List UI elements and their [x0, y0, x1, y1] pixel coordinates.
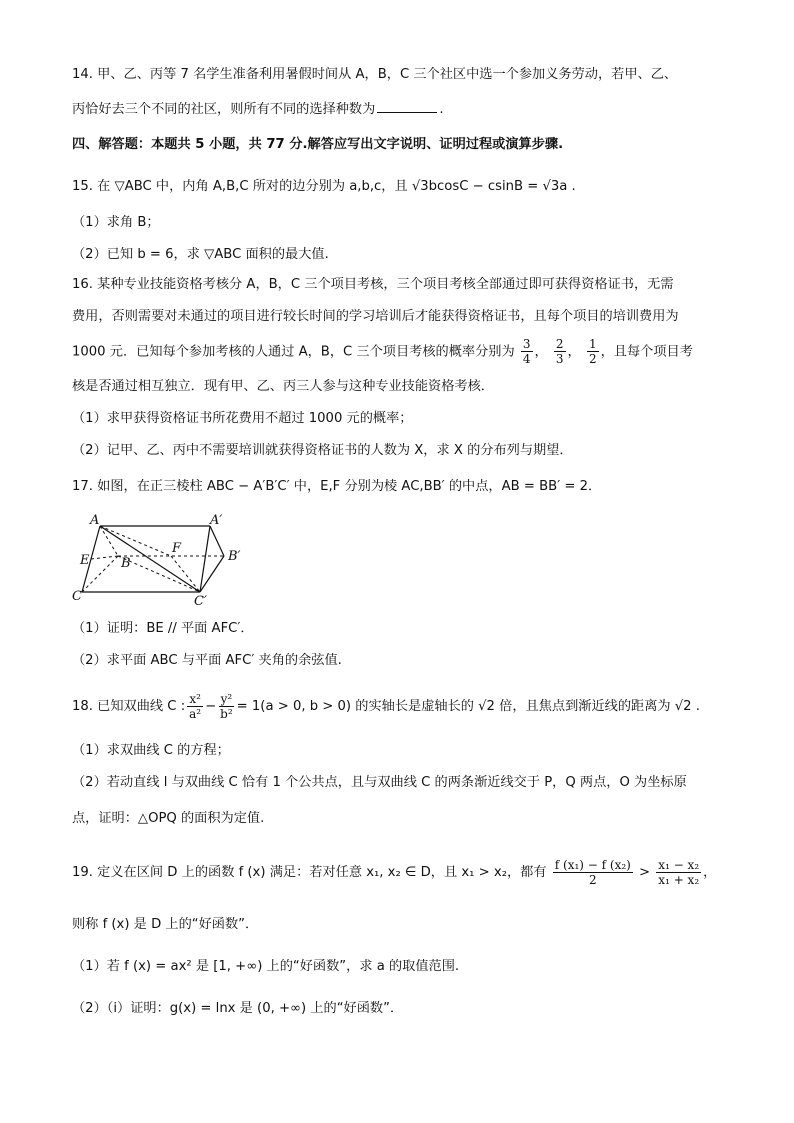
answer-blank [377, 100, 437, 113]
q16-line3-end: ，且每个项目考 [600, 344, 693, 360]
label-a: A [90, 513, 100, 528]
label-c: C [72, 589, 82, 604]
prob-b-num: 2 [555, 337, 564, 351]
q14-line2-text: 丙恰好去三个不同的社区，则所有不同的选择种数为 [72, 102, 376, 117]
q14-line1: 14. 甲、乙、丙等 7 名学生准备利用暑假时间从 A，B，C 三个社区中选一个参加义务劳动，若甲、乙、 [72, 67, 678, 82]
label-e: E [80, 553, 90, 568]
q17-stem: 17. 如图，在正三棱柱 ABC − A′B′C′ 中，E,F 分别为棱 AC,BB′ 的中点，AB = BB′ = 2． [72, 479, 602, 494]
q19-frac-f-num: f (x₁) − f (x₂) [554, 857, 631, 872]
hidden-segment-e-b [91, 556, 118, 559]
q18-part1: （1）求双曲线 C 的方程； [72, 743, 230, 758]
q14-line2-end: . [439, 102, 444, 117]
hidden-segment-a-f [100, 526, 171, 556]
q14-line2 [72, 100, 444, 119]
prob-a-num: 3 [522, 337, 531, 351]
section-header: 四、解答题：本题共 5 小题，共 77 分.解答应写出文字说明、证明过程或演算步骤. [72, 137, 564, 152]
q19-part2: （2）（ⅰ）证明：g(x) = lnx 是 (0, +∞) 上的“好函数”． [72, 1001, 404, 1016]
prob-c-den: 2 [588, 352, 597, 366]
prob-a-den: 4 [522, 352, 531, 366]
q19-stem-text: 19. 定义在区间 D 上的函数 f (x) 满足：若对任意 x₁, x₂ ∈ D，且 x₁ > x₂，都有 [72, 865, 547, 880]
q19-comma: ， [703, 865, 717, 880]
q19-frac-x-den: x₁ + x₂ [658, 872, 700, 887]
q17-part2: （2）求平面 ABC 与平面 AFC′ 夹角的余弦值. [72, 653, 342, 668]
prob-b-fraction [554, 337, 566, 366]
prob-c-fraction [587, 337, 599, 366]
x2-num: x² [189, 691, 201, 706]
x2-a2-fraction [187, 692, 203, 721]
prob-c-num: 1 [588, 337, 597, 351]
edge-a1-b1 [210, 526, 224, 556]
q16-part2: （2）记甲、乙、丙中不需要培训就获得资格证书的人数为 X，求 X 的分布列与期望． [72, 443, 573, 458]
q19-frac-f-den: 2 [588, 872, 597, 887]
q18-stem: 18. 已知双曲线 C : $\frac{\text{x²}}{\text{a²}}$ − $\frac{\text{y²}}{\text{b²}}$ = 1(a > 0, b > 0) 的实轴长是虚轴长的 √2 倍，且焦点到渐近线的距离为 √2 . [72, 691, 700, 721]
q16-line1: 16. 某种专业技能资格考核分 A，B，C 三个项目考核，三个项目考核全部通过即可获得资格证书，无需 [72, 277, 674, 292]
edge-a1-c1 [200, 526, 210, 592]
q19-stem [72, 854, 716, 892]
prob-b-den: 3 [555, 352, 564, 366]
q19-frac-x [656, 858, 701, 887]
y2-b2-fraction [218, 692, 235, 721]
q19-gt: > [639, 865, 651, 880]
q15-part2: （2）已知 b = 6，求 ▽ABC 面积的最大值. [72, 247, 329, 262]
q19-line2: 则称 f (x) 是 D 上的“好函数”． [72, 917, 259, 932]
q17-part1: （1）证明：BE // 平面 AFC′． [72, 621, 254, 636]
label-a1: A′ [210, 513, 223, 528]
q16-line2: 费用，否则需要对未通过的项目进行较长时间的学习培训后才能获得资格证书，且每个项目的培训费用为 [72, 309, 679, 324]
q19-part1: （1）若 f (x) = ax² 是 [1, +∞) 上的“好函数”，求 a 的取值范围. [72, 959, 460, 974]
label-f: F [172, 541, 182, 556]
q19-frac-f [553, 858, 633, 887]
prob-a-fraction [521, 337, 533, 366]
hidden-edge-a-b [100, 526, 118, 556]
q16-line3-text: 1000 元．已知每个参加考核的人通过 A，B，C 三个项目考核的概率分别为 [72, 344, 515, 360]
label-b1: B′ [228, 549, 241, 564]
q16-line4: 核是否通过相互独立．现有甲、乙、丙三人参与这种专业技能资格考核． [72, 379, 494, 394]
prism-figure [72, 512, 272, 612]
q15-part1: （1）求角 B； [72, 215, 160, 230]
b2-den: b² [220, 706, 233, 721]
q18-part2-line1: （2）若动直线 l 与双曲线 C 恰有 1 个公共点，且与双曲线 C 的两条渐近线交于 P，Q 两点，O 为坐标原 [72, 775, 687, 790]
q18-stem-end: = 1(a > 0, b > 0) 的实轴长是虚轴长的 √2 倍，且焦点到渐近线的距离为 √2 . [236, 699, 700, 714]
label-b: B [121, 556, 131, 571]
q15-stem: 15. 在 ▽ABC 中，内角 A,B,C 所对的边分别为 a,b,c，且 √3bcosC − csinB = √3a . [72, 179, 576, 194]
q16-line3: 1000 元．已知每个参加考核的人通过 A，B，C 三个项目考核的概率分别为 $\frac{3}{4}$ ， $\frac{2}{3}$ ， $\frac{1}{2}$ ，且每个项目考 [72, 337, 693, 366]
y2-num: y² [220, 691, 233, 706]
a2-den: a² [189, 706, 202, 721]
label-c1: C′ [194, 594, 207, 609]
q16-part1: （1）求甲获得资格证书所花费用不超过 1000 元的概率； [72, 411, 413, 426]
q18-stem-text: 18. 已知双曲线 C : [72, 699, 186, 714]
edge-b1-c1 [200, 556, 224, 592]
hidden-segment-f-c1 [171, 556, 200, 592]
edge-a-c1 [100, 526, 200, 592]
q18-part2-line2: 点，证明：△OPQ 的面积为定值. [72, 811, 265, 826]
q19-frac-x-num: x₁ − x₂ [658, 857, 700, 872]
